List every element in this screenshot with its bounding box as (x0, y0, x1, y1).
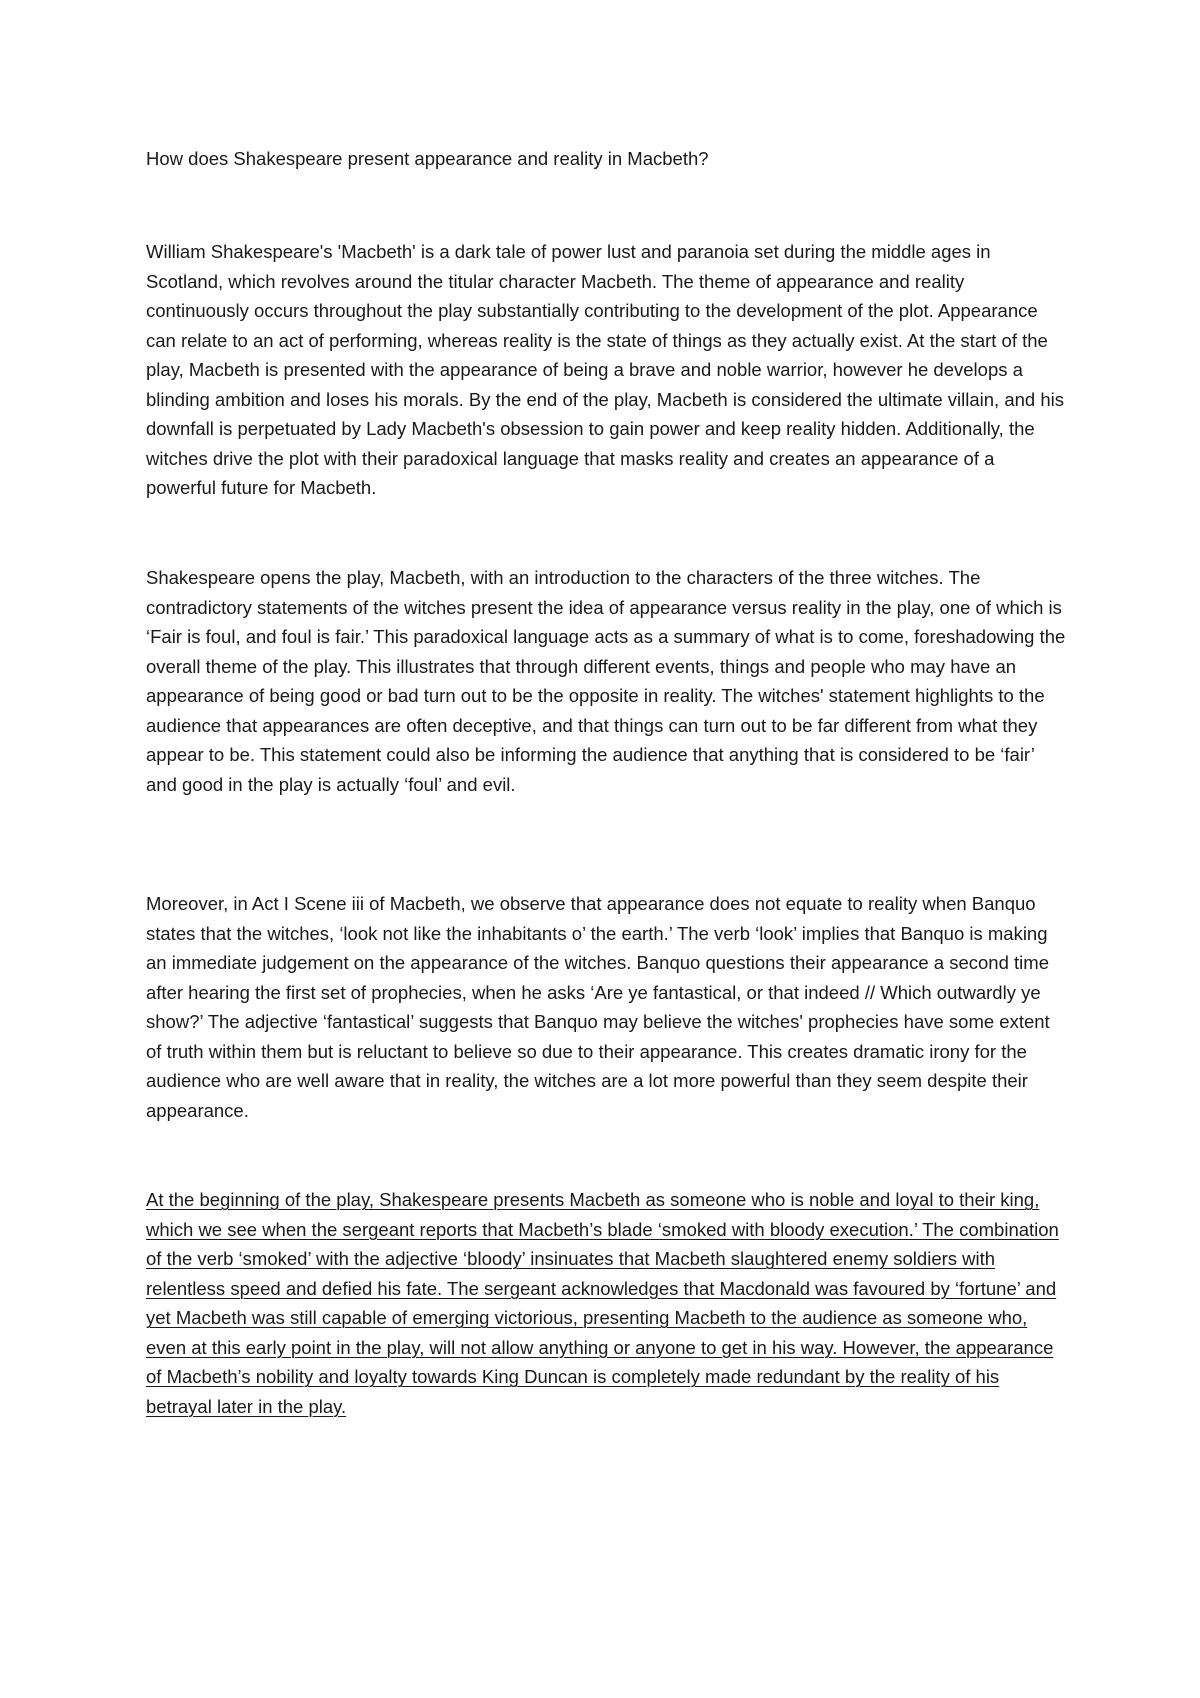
paragraph-banquo: Moreover, in Act I Scene iii of Macbeth, we observe that appearance does not equate to reality when Banquo states that the witches, ‘look not like the inhabitants o’ the earth.’ The verb ‘look’ implies that Banquo is making an immediate judgement on the appearance of the witches. Banquo questions their appearance a second time after hearing the first set of prophecies, when he asks ‘Are ye fantastical, or that indeed // Which outwardly ye show?’ The adjective ‘fantastical’ suggests that Banquo may believe the witches' prophecies have some extent of truth within them but is reluctant to believe so due to their appearance. This creates dramatic irony for the audience who are well aware that in reality, the witches are a lot more powerful than they seem despite their appearance. (146, 893, 1050, 1121)
paragraph-witches-opening: Shakespeare opens the play, Macbeth, with an introduction to the characters of the three witches. The contradictory statements of the witches present the idea of appearance versus reality in the play, one of which is ‘Fair is foul, and foul is fair.’ This paradoxical language acts as a summary of what is to come, foreshadowing the overall theme of the play. This illustrates that through different events, things and people who may have an appearance of being good or bad turn out to be the opposite in reality. The witches' statement highlights to the audience that appearances are often deceptive, and that things can turn out to be far different from what they appear to be. This statement could also be informing the audience that anything that is considered to be ‘fair’ and good in the play is actually ‘foul’ and evil. (146, 567, 1066, 795)
essay-title: How does Shakespeare present appearance and reality in Macbeth? (146, 148, 709, 169)
paragraph-introduction: William Shakespeare's 'Macbeth' is a dark tale of power lust and paranoia set during the middle ages in Scotland, which revolves around the titular character Macbeth. The theme of appearance and reality continuously occurs throughout the play substantially contributing to the development of the plot. Appearance can relate to an act of performing, whereas reality is the state of things as they actually exist. At the start of the play, Macbeth is presented with the appearance of being a brave and noble warrior, however he develops a blinding ambition and loses his morals. By the end of the play, Macbeth is considered the ultimate villain, and his downfall is perpetuated by Lady Macbeth's obsession to gain power and keep reality hidden. Additionally, the witches drive the plot with their paradoxical language that masks reality and creates an appearance of a powerful future for Macbeth. (146, 241, 1064, 498)
paragraph-macbeth-nobility: At the beginning of the play, Shakespeare presents Macbeth as someone who is noble and loyal to their king, which we see when the sergeant reports that Macbeth’s blade ‘smoked with bloody execution.’ The combination of the verb ‘smoked’ with the adjective ‘bloody’ insinuates that Macbeth slaughtered enemy soldiers with relentless speed and defied his fate. The sergeant acknowledges that Macdonald was favoured by ‘fortune’ and yet Macbeth was still capable of emerging victorious, presenting Macbeth to the audience as someone who, even at this early point in the play, will not allow anything or anyone to get in his way. However, the appearance of Macbeth’s nobility and loyalty towards King Duncan is completely made redundant by the reality of his betrayal later in the play. (146, 1189, 1059, 1417)
